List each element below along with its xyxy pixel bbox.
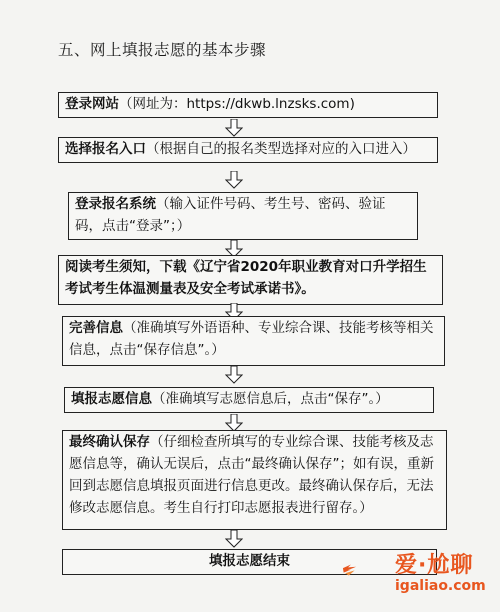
step-1-text: （网址为：https://dkwb.lnzsks.com): [119, 96, 355, 112]
step-1-box: [58, 92, 438, 118]
watermark-name: 爱·尬聊: [395, 553, 474, 578]
step-3-text: （输入证件号码、考生号、密码、验证码，点击“登录”；）: [75, 196, 386, 234]
watermark-url: igaliao.com: [395, 578, 486, 594]
page-title: 五、网上填报志愿的基本步骤: [58, 41, 267, 59]
step-7-text: （仔细检查所填写的专业综合课、技能考核及志愿信息等，确认无误后，点击“最终确认保存”；如有误，重新回到志愿信息填报页面进行信息更改。最终确认保存后，无法修改志愿信息。考生自行打印志愿报表进行留存。）: [69, 434, 434, 516]
watermark-logo-icon: [340, 540, 395, 600]
step-1-bold: 登录网站: [65, 96, 119, 112]
step-5-text: （准确填写外语语种、专业综合课、技能考核等相关信息，点击“保存信息”。）: [69, 320, 434, 358]
step-3-box: [68, 192, 418, 240]
step-4-box: [58, 255, 443, 305]
step-5-bold: 完善信息: [69, 320, 123, 336]
step-3-bold: 登录报名系统: [75, 196, 156, 212]
arrow-down-icon: [225, 530, 243, 548]
step-4-bold: 阅读考生须知，下载《辽宁省2020年职业教育对口升学招生考试考生体温测量表及安全考试承诺书》。: [65, 259, 427, 297]
step-5-box: [62, 316, 445, 366]
step-6-text: （准确填写志愿信息后，点击“保存”。）: [152, 391, 389, 407]
step-6-bold: 填报志愿信息: [71, 391, 152, 407]
step-7-bold: 最终确认保存: [69, 434, 150, 450]
step-2-box: [58, 137, 438, 163]
arrow-down-icon: [225, 119, 243, 137]
arrow-down-icon: [225, 171, 243, 189]
step-8-bold: 填报志愿结束: [209, 553, 290, 569]
step-2-bold: 选择报名入口: [65, 141, 146, 157]
arrow-down-icon: [225, 366, 243, 384]
step-2-text: （根据自己的报名类型选择对应的入口进入）: [146, 141, 416, 157]
step-7-box: [62, 430, 447, 530]
step-6-box: [64, 387, 434, 413]
